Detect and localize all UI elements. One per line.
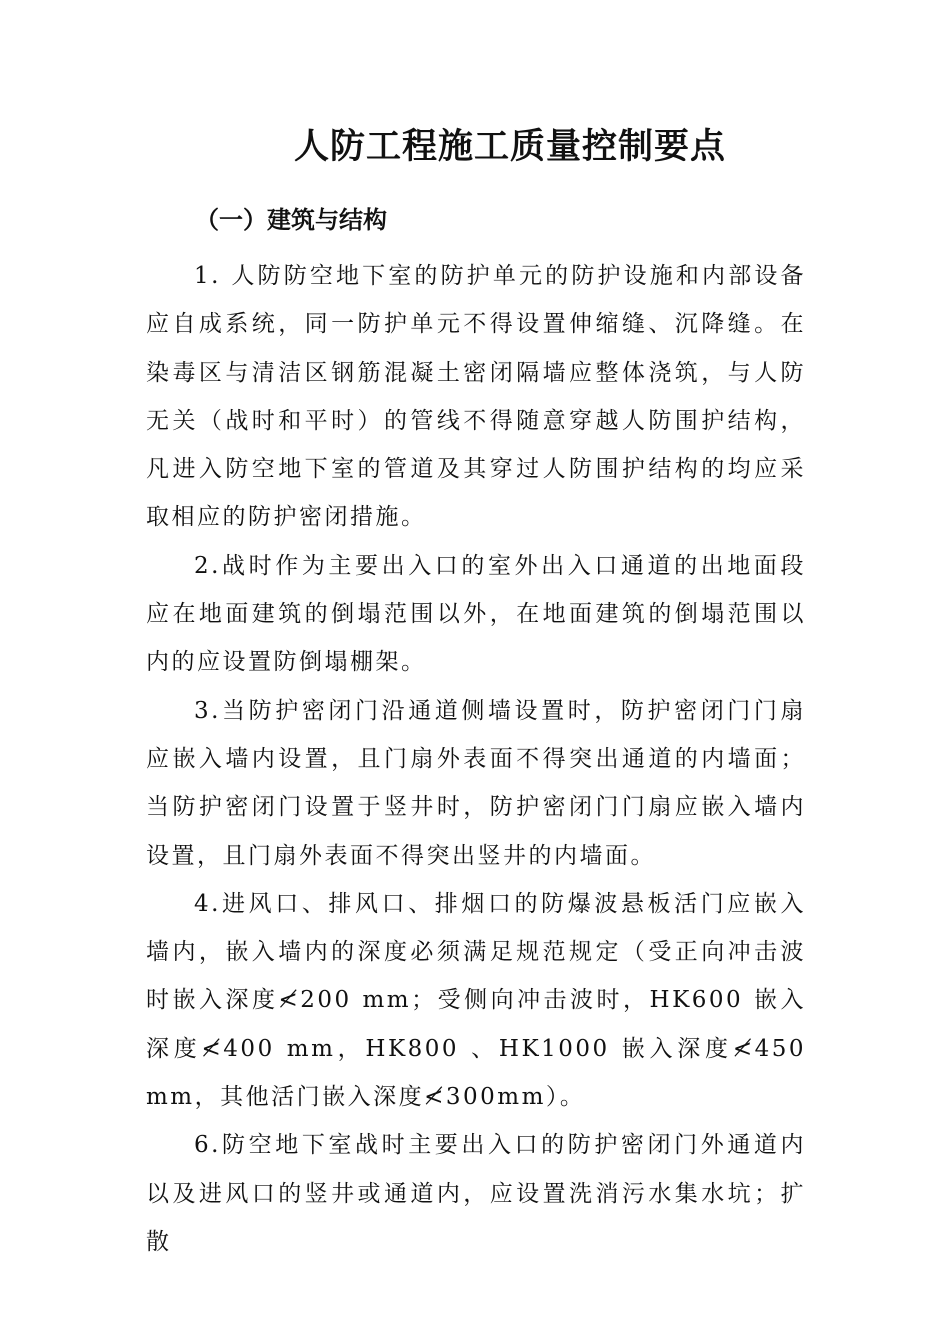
body-text xyxy=(146,252,806,1266)
paragraph-1: 1. 人防防空地下室的防护单元的防护设施和内部设备应自成系统，同一防护单元不得设置伸缩缝、沉降缝。在染毒区与清洁区钢筋混凝土密闭隔墙应整体浇筑，与人防无关（战时和平时）的管线不得随意穿越人防围护结构，凡进入防空地下室的管道及其穿过人防围护结构的均应采取相应的防护密闭措施。 xyxy=(146,263,806,531)
paragraph-4: 4.进风口、排风口、排烟口的防爆波悬板活门应嵌入墙内，嵌入墙内的深度必须满足规范规定（受正向冲击波时嵌入深度≮200 mm；受侧向冲击波时，HK600 嵌入深度≮400 mm，HK800 、HK1000 嵌入深度≮450 mm，其他活门嵌入深度≮300mm）。 xyxy=(146,890,806,1111)
document-title: 人防工程施工质量控制要点 xyxy=(293,126,726,167)
section-heading: （一）建筑与结构 xyxy=(195,206,387,234)
paragraph-3: 3.当防护密闭门沿通道侧墙设置时，防护密闭门门扇应嵌入墙内设置，且门扇外表面不得突出通道的内墙面；当防护密闭门设置于竖井时，防护密闭门门扇应嵌入墙内设置，且门扇外表面不得突出竖井的内墙面。 xyxy=(146,697,806,869)
paragraph-6: 6.防空地下室战时主要出入口的防护密闭门外通道内以及进风口的竖井或通道内，应设置洗消污水集水坑；扩散 xyxy=(146,1132,806,1255)
paragraph-2: 2.战时作为主要出入口的室外出入口通道的出地面段应在地面建筑的倒塌范围以外，在地面建筑的倒塌范围以内的应设置防倒塌棚架。 xyxy=(146,552,806,676)
